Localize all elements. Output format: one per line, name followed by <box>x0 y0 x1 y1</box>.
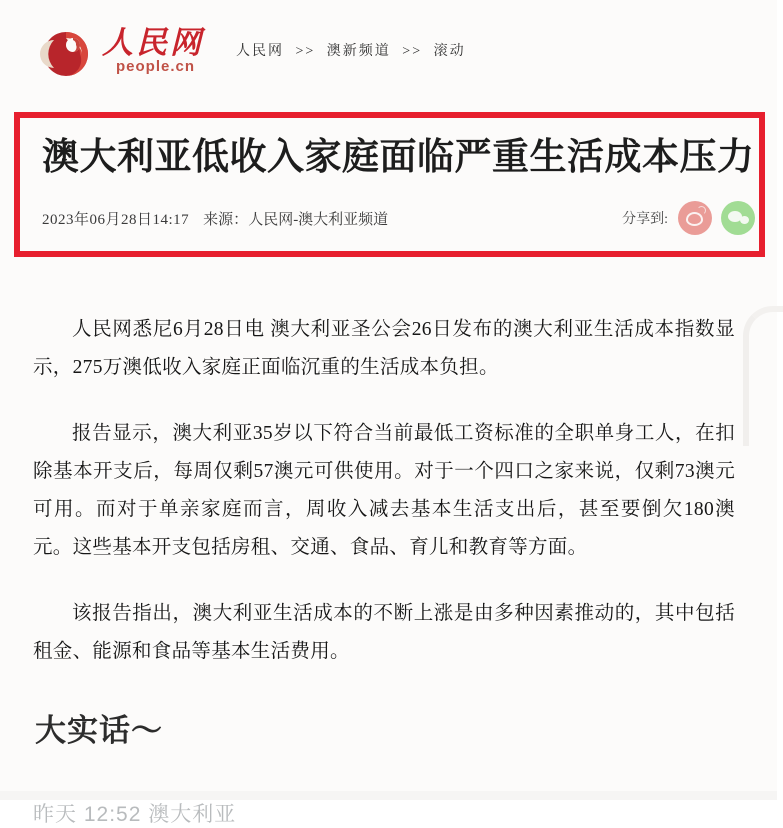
breadcrumb-item-section[interactable]: 滚动 <box>433 44 466 59</box>
publish-datetime: 2023年06月28日14:17 <box>42 211 190 228</box>
article-paragraph: 报告显示，澳大利亚35岁以下符合当前最低工资标准的全职单身工人，在扣除基本开支后，每周仅剩57澳元可供使用。对于一个四口之家来说，仅剩73澳元可用。而对于单亲家庭而言，周收入减去基本生活支出后，甚至要倒欠180澳元。这些基本开支包括房租、交通、食品、育儿和教育等方面。 <box>33 423 735 558</box>
breadcrumb-separator: >> <box>295 44 316 59</box>
peoples-daily-swirl-icon <box>40 26 94 80</box>
source-name: 人民网-澳大利亚频道 <box>248 211 389 228</box>
weibo-icon[interactable] <box>678 201 712 235</box>
breadcrumb-item-channel[interactable]: 澳新频道 <box>326 44 391 59</box>
site-header <box>0 0 777 80</box>
article-meta <box>42 208 388 229</box>
post-comment: 大实话～ <box>35 713 163 748</box>
headline-annotation-box <box>14 112 765 257</box>
logo-domain: people.cn <box>116 58 196 75</box>
article-body <box>0 311 777 671</box>
breadcrumb <box>236 40 466 60</box>
breadcrumb-separator: >> <box>402 44 423 59</box>
post-timestamp: 昨天 12:52 澳大利亚 <box>33 803 237 826</box>
peoples-daily-logo[interactable] <box>40 26 204 80</box>
article-paragraph: 人民网悉尼6月28日电 澳大利亚圣公会26日发布的澳大利亚生活成本指数显示，275万澳低收入家庭正面临沉重的生活成本负担。 <box>33 319 735 378</box>
article-paragraph: 该报告指出，澳大利亚生活成本的不断上涨是由多种因素推动的，其中包括租金、能源和食品等基本生活费用。 <box>33 603 735 662</box>
share-label: 分享到: <box>622 212 668 227</box>
logo-brand: 人民网 <box>102 25 204 60</box>
article-headline: 澳大利亚低收入家庭面临严重生活成本压力 <box>42 137 755 178</box>
logo-text <box>102 26 204 75</box>
source-label: 来源： <box>203 211 249 228</box>
share-area <box>622 201 755 235</box>
article-meta-row <box>42 201 755 235</box>
breadcrumb-item-home[interactable]: 人民网 <box>236 44 284 59</box>
wechat-icon[interactable] <box>721 201 755 235</box>
